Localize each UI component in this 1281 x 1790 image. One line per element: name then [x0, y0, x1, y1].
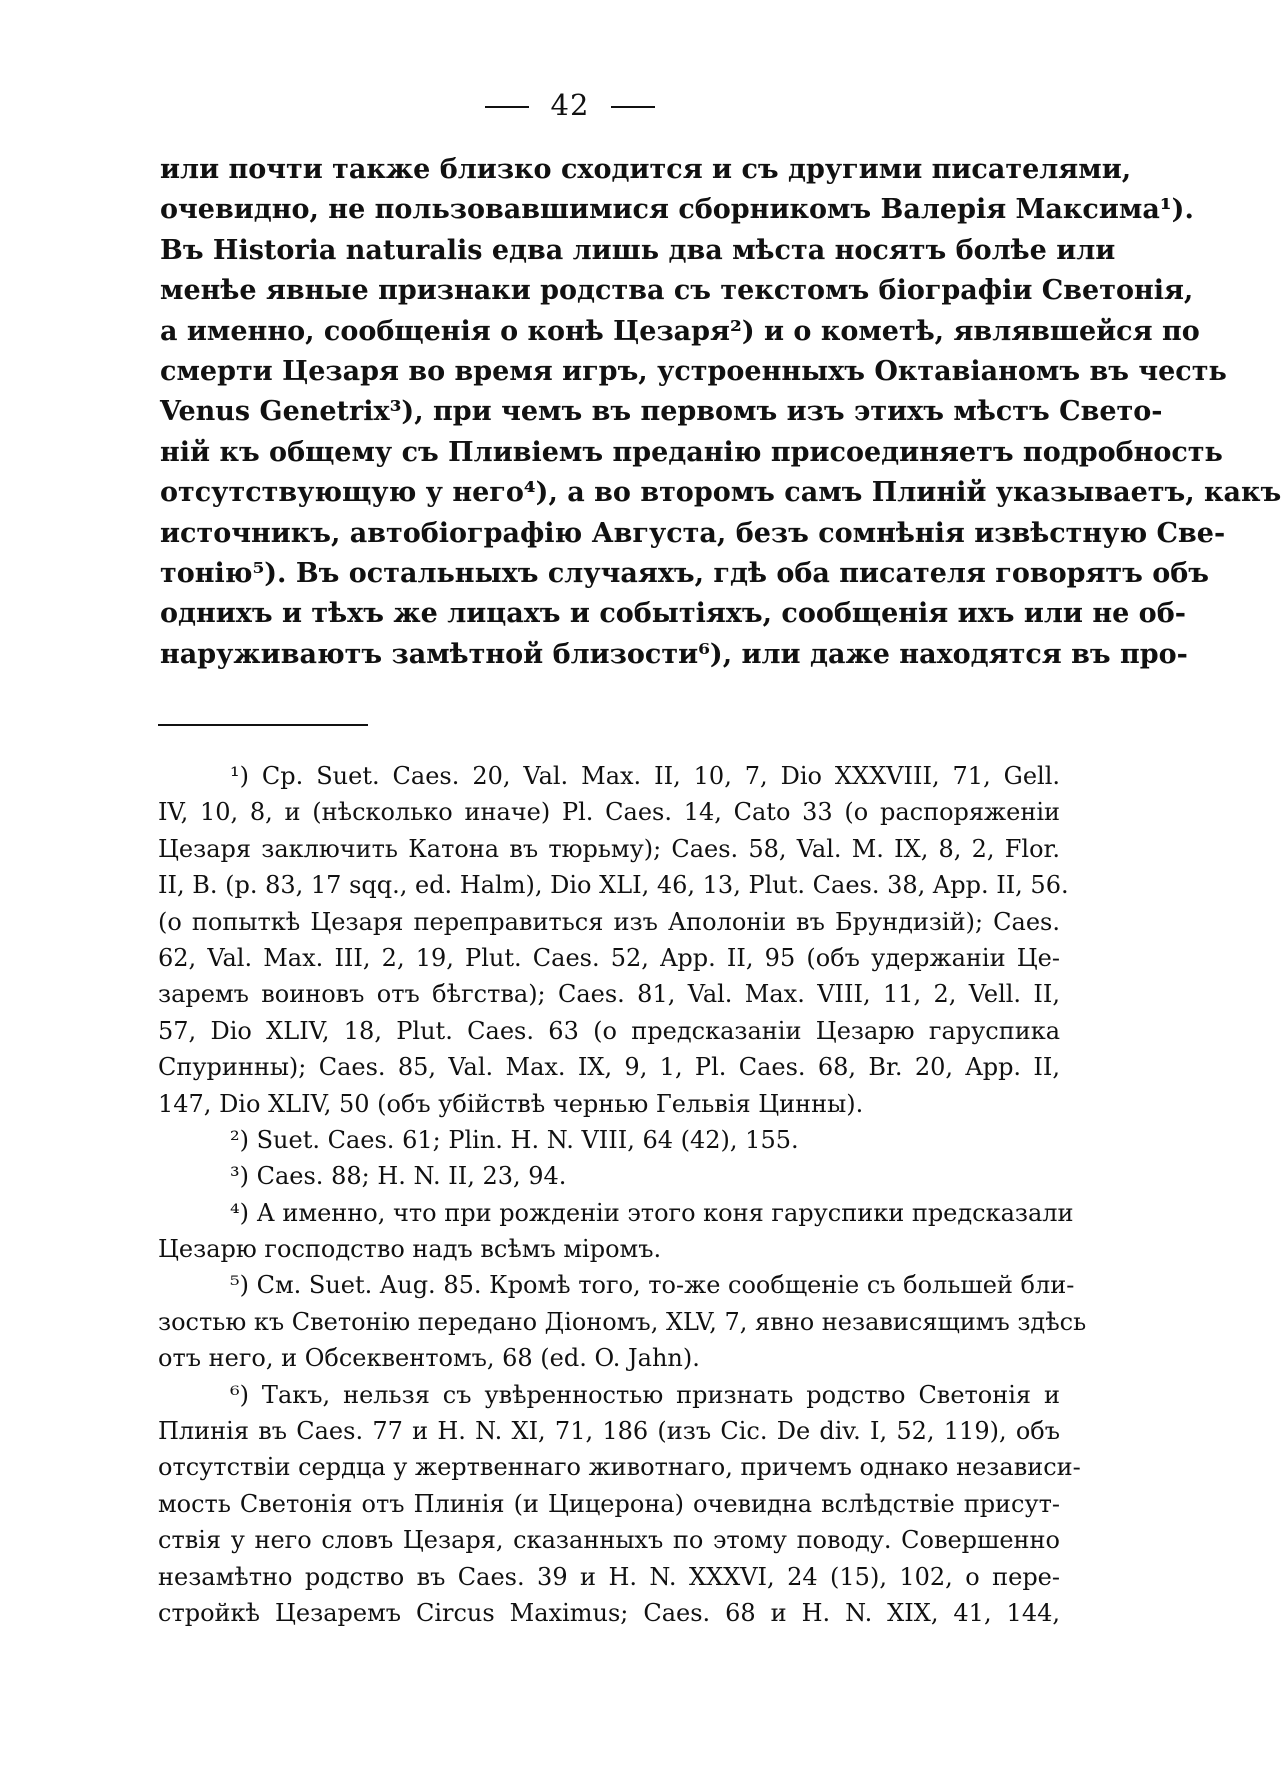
footnote-line: Цезаря заключить Катона въ тюрьму); Caes. 58, Val. M. IX, 8, 2, Flor.: [158, 834, 1060, 863]
main-line: или почти также близко сходится и съ другими писателями,: [160, 154, 1132, 185]
page-number-header: [0, 88, 1140, 122]
footnote-line: заремъ воиновъ отъ бѣгства); Caes. 81, Val. Max. VIII, 11, 2, Vell. II,: [158, 980, 1060, 1009]
footnote-line: II, B. (p. 83, 17 sqq., ed. Halm), Dio XLI, 46, 13, Plut. Caes. 38, App. II, 56.: [158, 871, 1069, 900]
footnote-line: ²) Suet. Caes. 61; Plin. H. N. VIII, 64 (42), 155.: [230, 1125, 799, 1154]
main-line: источникъ, автобіографію Августа, безъ сомнѣнія извѣстную Све-: [160, 517, 1226, 549]
footnote-line: зостью къ Светонію передано Діономъ, XLV, 7, явно независящимъ здѣсь: [158, 1307, 1087, 1336]
main-line: менѣе явные признаки родства съ текстомъ біографіи Светонія,: [160, 275, 1194, 307]
main-line: однихъ и тѣхъ же лицахъ и событіяхъ, сообщенія ихъ или не об-: [160, 598, 1186, 630]
footnote-line: 62, Val. Max. III, 2, 19, Plut. Caes. 52, App. II, 95 (объ удержаніи Це-: [158, 943, 1060, 972]
footnote-line: ⁵) См. Suet. Aug. 85. Кромѣ того, то-же сообщеніе съ большей бли-: [230, 1271, 1075, 1300]
footnotes-block: [158, 758, 1087, 1631]
footnote-line: Спуринны); Caes. 85, Val. Max. IX, 9, 1, Pl. Caes. 68, Br. 20, App. II,: [158, 1053, 1060, 1082]
left-dash: [485, 106, 529, 108]
right-dash: [611, 106, 655, 108]
main-line: наруживаютъ замѣтной близости⁶), или даже находятся въ про-: [160, 638, 1188, 670]
main-text-block: [160, 150, 1281, 675]
footnote-line: ствія у него словъ Цезаря, сказанныхъ по этому поводу. Совершенно: [158, 1526, 1060, 1555]
main-line: Въ Historia naturalis едва лишь два мѣста носятъ болѣе или: [160, 234, 1116, 266]
footnote-line: отъ него, и Обсеквентомъ, 68 (ed. O. Jahn).: [158, 1344, 700, 1373]
main-line: очевидно, не пользовавшимися сборникомъ Валерія Максима¹).: [160, 194, 1194, 226]
footnote-line: ¹) Cp. Suet. Caes. 20, Val. Max. II, 10, 7, Dio XXXVIII, 71, Gell.: [230, 762, 1060, 790]
footnote-line: Плинія въ Caes. 77 и H. N. XI, 71, 186 (изъ Cic. De div. I, 52, 119), объ: [158, 1417, 1060, 1446]
main-line: а именно, сообщенія о конѣ Цезаря²) и о кометѣ, являвшейся по: [160, 315, 1200, 347]
footnote-separator: [158, 724, 368, 726]
main-line: тонію⁵). Въ остальныхъ случаяхъ, гдѣ оба писателя говорятъ объ: [160, 557, 1209, 589]
footnote-line: незамѣтно родство въ Caes. 39 и H. N. XXXVI, 24 (15), 102, о пере-: [158, 1562, 1060, 1591]
footnote-line: Цезарю господство надъ всѣмъ міромъ.: [158, 1235, 662, 1264]
footnote-line: ⁴) А именно, что при рожденіи этого коня гаруспики предсказали: [230, 1198, 1074, 1227]
main-line: отсутствующую у него⁴), а во второмъ самъ Плиній указываетъ, какъ: [160, 477, 1281, 509]
footnote-line: ³) Caes. 88; H. N. II, 23, 94.: [230, 1162, 567, 1191]
footnote-line: мость Светонія отъ Плинія (и Цицерона) очевидна вслѣдствіе присут-: [158, 1489, 1060, 1518]
footnote-line: ⁶) Такъ, нельзя съ увѣренностью признать родство Светонія и: [230, 1380, 1060, 1409]
main-line: ній къ общему съ Пливіемъ преданію присоединяетъ подробность: [160, 436, 1223, 468]
footnote-line: 147, Dio XLIV, 50 (объ убійствѣ чернью Гельвія Цинны).: [158, 1089, 864, 1118]
page-number: 42: [550, 88, 590, 122]
footnote-line: (о попыткѣ Цезаря переправиться изъ Аполоніи въ Брундизій); Caes.: [158, 907, 1060, 936]
footnote-line: стройкѣ Цезаремъ Circus Maximus; Caes. 68 и H. N. XIX, 41, 144,: [158, 1598, 1060, 1627]
main-line: Venus Genetrix³), при чемъ въ первомъ изъ этихъ мѣстъ Свето-: [160, 396, 1163, 428]
main-line: смерти Цезаря во время игръ, устроенныхъ Октавіаномъ въ честь: [160, 355, 1227, 387]
footnote-line: 57, Dio XLIV, 18, Plut. Caes. 63 (о предсказаніи Цезарю гаруспика: [158, 1016, 1060, 1045]
footnote-line: отсутствіи сердца у жертвеннаго животнаго, причемъ однако независи-: [158, 1453, 1081, 1482]
footnote-line: IV, 10, 8, и (нѣсколько иначе) Pl. Caes. 14, Cato 33 (о распоряженіи: [158, 798, 1060, 827]
